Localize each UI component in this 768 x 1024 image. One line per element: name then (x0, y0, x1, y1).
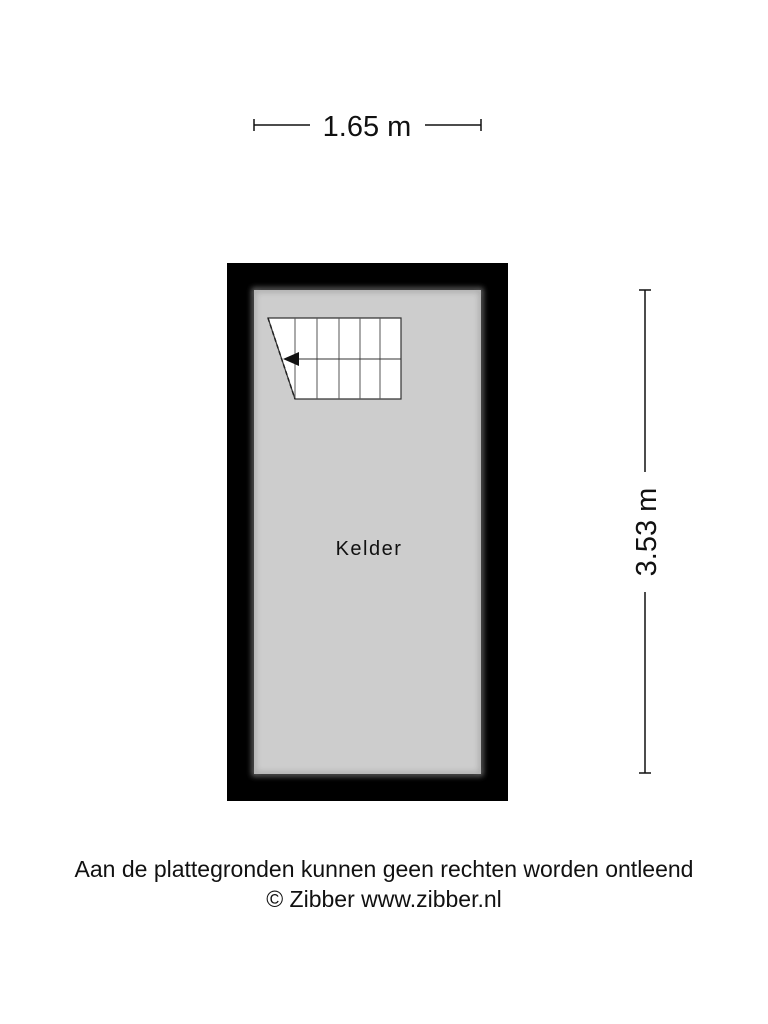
copyright-text: © Zibber www.zibber.nl (266, 886, 502, 912)
width-label: 1.65 m (322, 111, 412, 143)
height-dimension (631, 290, 663, 773)
height-label: 3.53 m (631, 487, 663, 577)
width-dimension (254, 111, 481, 143)
room-label: Kelder (335, 538, 403, 560)
disclaimer-text: Aan de plattegronden kunnen geen rechten worden ontleend (74, 856, 694, 882)
